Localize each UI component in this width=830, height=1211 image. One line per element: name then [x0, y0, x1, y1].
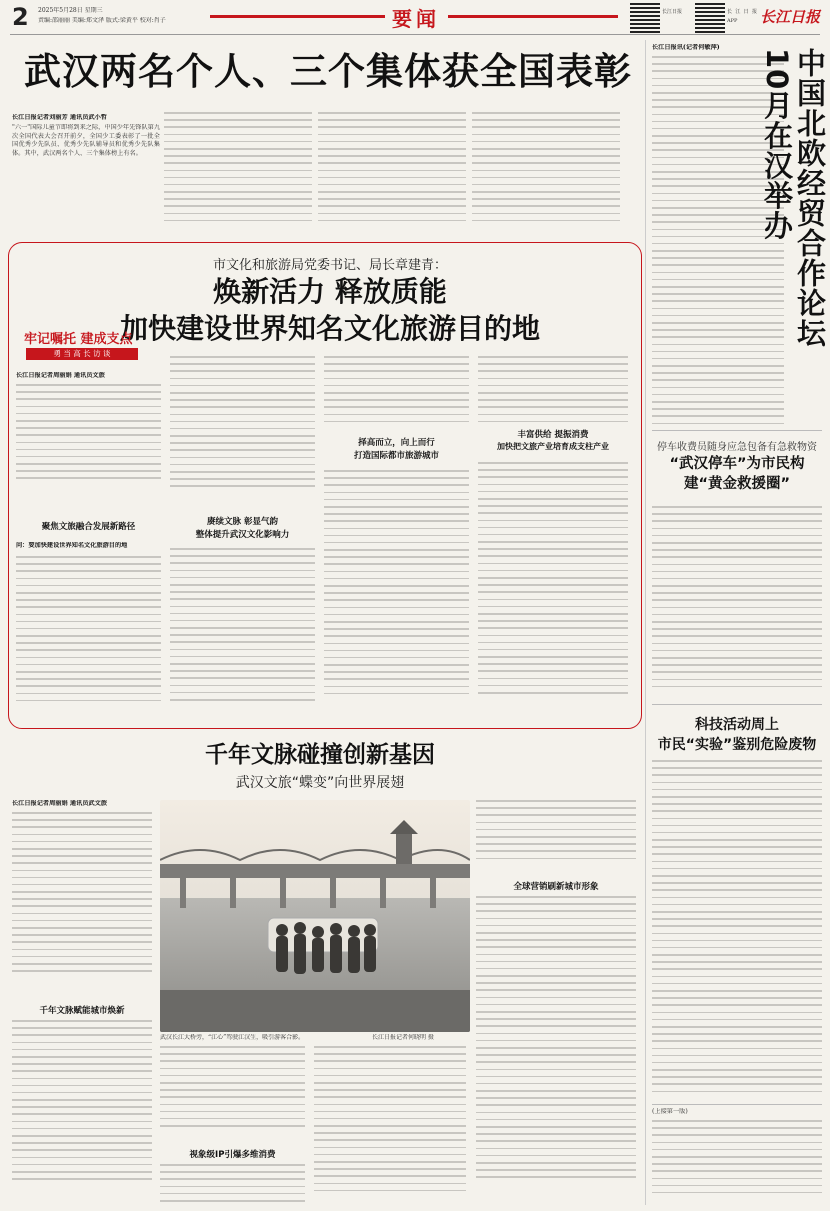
right-divider-2 — [652, 704, 822, 705]
qr-label-1: 长江日报 — [662, 9, 683, 15]
page-number: 2 — [12, 3, 29, 31]
lead-body-col4 — [472, 112, 620, 234]
feature-intro — [16, 384, 161, 494]
feature-kicker: 市文化和旅游局党委书记、局长章建青： — [212, 258, 447, 273]
section-bar-right — [448, 15, 618, 18]
story-b-col2-bottom — [160, 1164, 305, 1205]
lead-byline: 长江日报记者刘丽芳 通讯员武小哲 — [12, 114, 107, 121]
lead-headline: 武汉两名个人、三个集体获全国表彰 — [24, 50, 632, 93]
story-b-sub1: 千年文脉赋能城市焕新 — [39, 1006, 125, 1016]
masthead — [0, 0, 830, 34]
right-story2-kicker: 停车收费员随身应急包备有急救物资 — [657, 442, 817, 453]
story-b-col1-top — [12, 812, 152, 992]
right-column-rule — [645, 40, 646, 1205]
story-b-title: 千年文脉碰撞创新基因 — [205, 742, 435, 768]
qa1-heading: 聚焦文旅融合发展新路径 — [41, 522, 136, 532]
feature-col4-body — [478, 462, 628, 721]
right-story2-title: “武汉停车”为市民构建“黄金救援圈” — [669, 456, 805, 492]
right-story2-body — [652, 506, 822, 696]
right-bottom-body — [652, 1120, 822, 1205]
feature-col2-body — [170, 548, 315, 721]
feature-col4-top — [478, 356, 628, 431]
sub-right-2: 打造国际都市旅游城市 — [353, 451, 439, 461]
feature-title-2: 加快建设世界知名文化旅游目的地 — [119, 312, 540, 345]
feature-col3-top — [324, 356, 469, 431]
brand-logo: 长江日报 — [760, 8, 821, 26]
story-b-subtitle: 武汉文旅“蝶变”向世界展翅 — [235, 775, 405, 791]
story-b-col4-top — [476, 800, 636, 870]
right-story3-kicker: 科技活动周上 — [695, 717, 779, 733]
lead-body-col2 — [164, 112, 312, 234]
right-bottom-note: (上接第一版) — [652, 1108, 688, 1115]
sub-far-2: 加快把文旅产业培育成支柱产业 — [497, 442, 609, 451]
sub-mid-2: 整体提升武汉文化影响力 — [195, 530, 290, 540]
story-b-byline: 长江日报记者周丽娟 通讯员武文旅 — [12, 800, 107, 807]
story-b-col1-body — [12, 1020, 152, 1205]
feature-col1-body — [16, 556, 161, 721]
right-story3-body — [652, 760, 822, 1100]
story-b-col3-body — [314, 1046, 466, 1205]
sub-far-1: 丰富供给 提振消费 — [517, 430, 589, 440]
story-b-col2-body — [160, 1046, 305, 1141]
right-byline: 长江日报讯(记者何敏萍) — [652, 44, 720, 51]
badge-sub: 勇 当 高 长 访 谈 — [53, 349, 111, 358]
lead-body-col3 — [318, 112, 466, 234]
right-story3-title: 市民“实验”鉴别危险废物 — [657, 737, 817, 753]
column-badge — [14, 326, 144, 362]
section-bar-left — [210, 15, 385, 18]
badge-title: 牢记嘱托 建成支点 — [24, 332, 133, 347]
story-b-col4-body — [476, 896, 636, 1205]
story-b-sub3: 视象级IP引爆多维消费 — [189, 1150, 276, 1160]
qr-code-icon — [630, 3, 660, 33]
photo-caption: 武汉长江大桥旁，“江心”驾驶江汉生，吸引游客合影。 — [160, 1034, 305, 1041]
feature-title-1: 焕新活力 释放质能 — [213, 275, 447, 308]
story-b-photo — [160, 800, 470, 1032]
feature-col2-top — [170, 356, 315, 506]
feature-byline: 长江日报记者周丽娟 通讯员文旅 — [16, 372, 105, 379]
right-divider-1 — [652, 430, 822, 431]
editors-line: 责编:邵丽丽 美编:郑文泽 版式:梁黄平 校对:肖子 — [38, 17, 166, 24]
section-title: 要闻 — [392, 7, 440, 31]
sub-right-1: 择高而立，向上而行 — [358, 438, 435, 448]
story-b-sub2: 全球营销刷新城市形象 — [513, 882, 599, 892]
date-line: 2025年5月28日 星期三 — [38, 7, 103, 14]
qa1-question: 问：要加快建设世界知名文化旅游目的地 — [16, 542, 128, 549]
qr-label-2: 长江日报 APP — [727, 9, 757, 24]
right-divider-3 — [652, 1104, 822, 1105]
photo-river-bridge — [160, 800, 470, 1032]
sub-mid-1: 赓续文脉 彰显气韵 — [207, 517, 278, 527]
photo-credit: 长江日报记者何晓明 摄 — [372, 1034, 434, 1041]
vertical-headline: 中国北欧经贸合作论坛10月在汉举办 — [760, 48, 827, 348]
lead-body: "六一"国际儿童节即将到来之际，中国少年先锋队第九次全国代表大会召开前夕，全国少工委表彰了一批全国优秀少先队员、优秀少先队辅导员和优秀少先队集体。其中，武汉两名个人、三个集体榜上有名。 — [12, 124, 160, 157]
feature-col3-body — [324, 470, 469, 721]
qr-code-icon — [695, 3, 725, 33]
masthead-divider — [10, 34, 820, 35]
